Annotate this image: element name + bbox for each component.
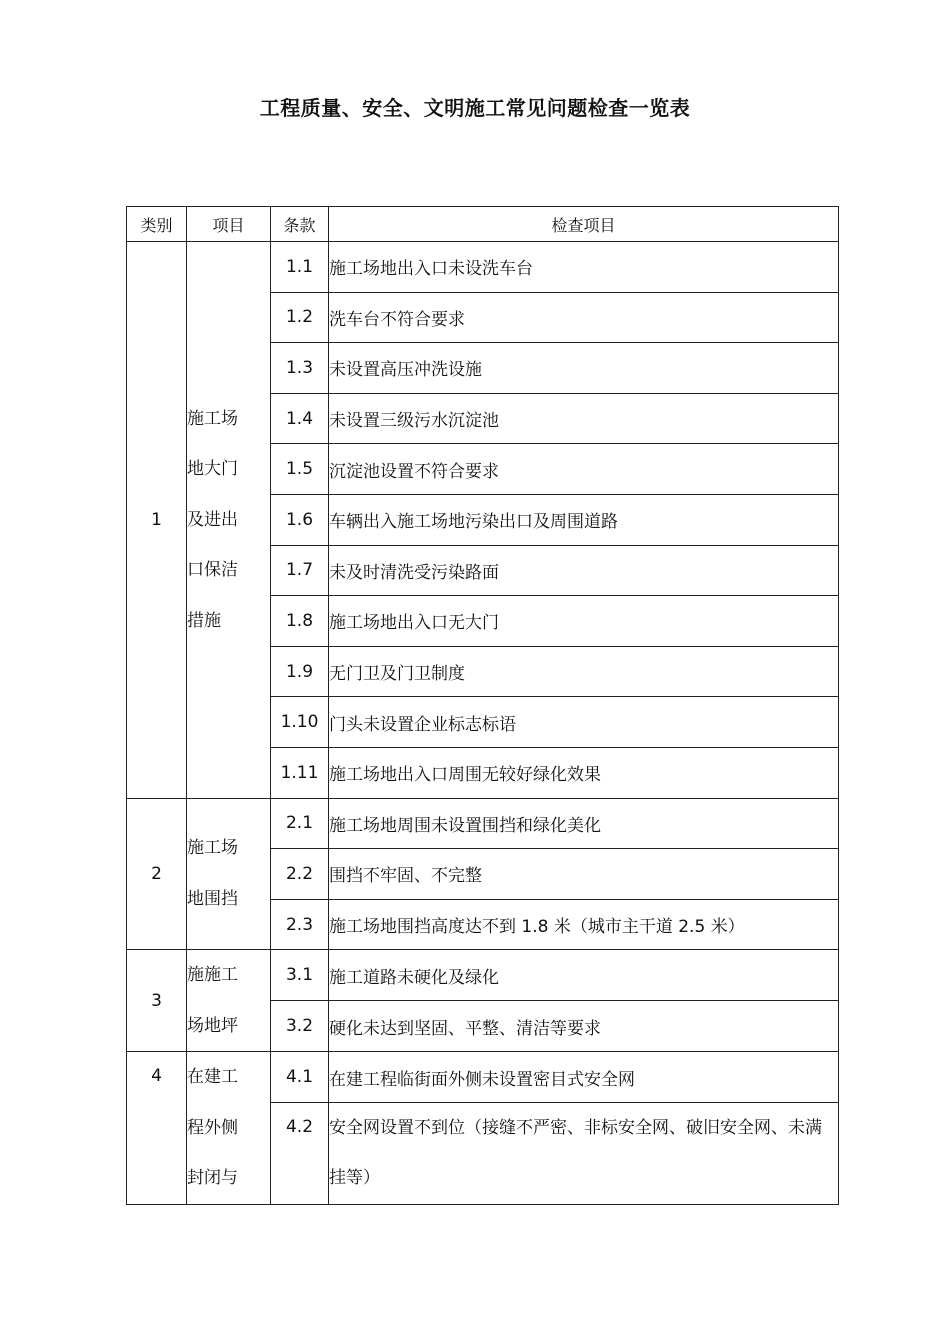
check-item-cell: 沉淀池设置不符合要求 (329, 444, 839, 495)
check-item-cell: 施工道路未硬化及绿化 (329, 950, 839, 1001)
check-item-cell: 施工场地出入口无大门 (329, 596, 839, 647)
check-item-cell: 洗车台不符合要求 (329, 292, 839, 343)
check-item-cell: 施工场地围挡高度达不到 1.8 米（城市主干道 2.5 米） (329, 899, 839, 950)
check-item-cell: 施工场地出入口周围无较好绿化效果 (329, 747, 839, 798)
item-line: 措施 (187, 610, 221, 631)
clause-cell: 1.8 (271, 596, 329, 647)
check-item-cell: 门头未设置企业标志标语 (329, 697, 839, 748)
check-item-cell: 施工场地出入口未设洗车台 (329, 242, 839, 293)
check-item-cell: 未设置三级污水沉淀池 (329, 393, 839, 444)
check-item-cell: 围挡不牢固、不完整 (329, 849, 839, 900)
clause-cell: 1.1 (271, 242, 329, 293)
clause-cell: 1.11 (271, 747, 329, 798)
check-item-cell: 车辆出入施工场地污染出口及周围道路 (329, 494, 839, 545)
clause-cell: 4.2 (271, 1103, 329, 1205)
item-line: 封闭与 (187, 1168, 238, 1189)
check-item-cell: 安全网设置不到位（接缝不严密、非标安全网、破旧安全网、未满挂等） (329, 1103, 839, 1205)
item-line: 口保洁 (187, 560, 238, 581)
check-item-cell: 施工场地周围未设置围挡和绿化美化 (329, 798, 839, 849)
document-title: 工程质量、安全、文明施工常见问题检查一览表 (259, 96, 691, 120)
item-line: 施施工 (187, 965, 238, 986)
item-line: 施工场 (187, 838, 238, 859)
category-cell: 3 (127, 950, 187, 1052)
inspection-table (126, 206, 839, 1205)
clause-cell: 2.2 (271, 849, 329, 900)
item-line: 程外侧 (187, 1117, 238, 1138)
header-item: 项目 (187, 207, 271, 242)
table-row (127, 1052, 839, 1103)
clause-cell: 1.5 (271, 444, 329, 495)
item-line: 地围挡 (187, 888, 238, 909)
clause-cell: 2.3 (271, 899, 329, 950)
category-cell: 4 (127, 1052, 187, 1205)
item-cell (187, 950, 271, 1052)
header-clause: 条款 (271, 207, 329, 242)
clause-cell: 1.7 (271, 545, 329, 596)
table-row (127, 950, 839, 1001)
clause-cell: 1.4 (271, 393, 329, 444)
item-line: 场地坪 (187, 1015, 238, 1036)
item-line: 在建工 (187, 1067, 238, 1088)
header-category: 类别 (127, 207, 187, 242)
item-cell (187, 242, 271, 799)
check-item-cell: 未及时清洗受污染路面 (329, 545, 839, 596)
item-cell (187, 798, 271, 950)
clause-cell: 1.3 (271, 343, 329, 394)
clause-cell: 2.1 (271, 798, 329, 849)
item-line: 施工场 (187, 408, 238, 429)
check-item-cell: 未设置高压冲洗设施 (329, 343, 839, 394)
table-row (127, 798, 839, 849)
table-row (127, 242, 839, 293)
header-check-item: 检查项目 (329, 207, 839, 242)
category-cell: 1 (127, 242, 187, 799)
item-line: 及进出 (187, 509, 238, 530)
clause-cell: 1.2 (271, 292, 329, 343)
clause-cell: 3.1 (271, 950, 329, 1001)
item-line: 地大门 (187, 459, 238, 480)
clause-cell: 1.9 (271, 646, 329, 697)
item-cell (187, 1052, 271, 1205)
clause-cell: 3.2 (271, 1001, 329, 1052)
table-header-row (127, 207, 839, 242)
clause-cell: 1.10 (271, 697, 329, 748)
check-item-cell: 无门卫及门卫制度 (329, 646, 839, 697)
category-cell: 2 (127, 798, 187, 950)
clause-cell: 4.1 (271, 1052, 329, 1103)
check-item-cell: 硬化未达到坚固、平整、清洁等要求 (329, 1001, 839, 1052)
clause-cell: 1.6 (271, 494, 329, 545)
check-item-cell: 在建工程临街面外侧未设置密目式安全网 (329, 1052, 839, 1103)
